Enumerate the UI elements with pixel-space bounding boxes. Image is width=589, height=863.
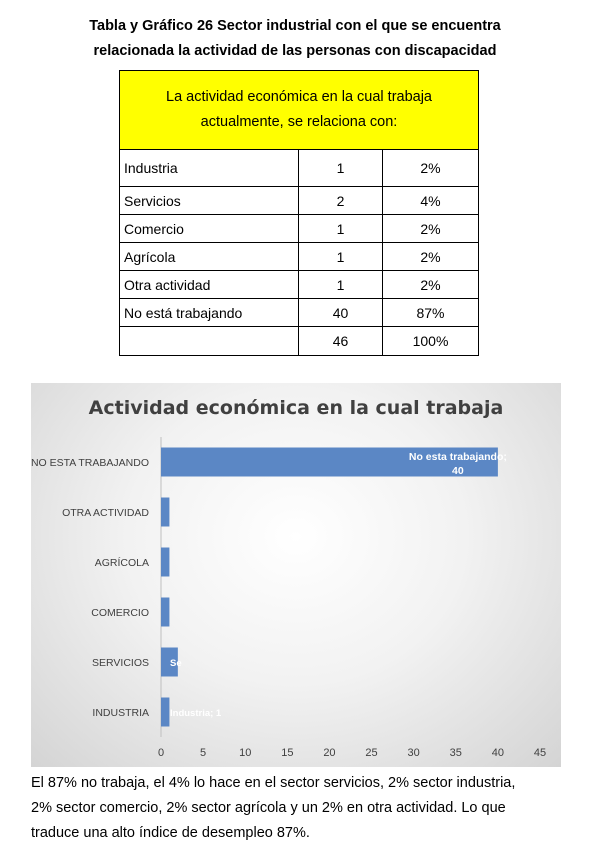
summary-paragraph (31, 771, 571, 846)
row-label: Servicios (120, 187, 299, 215)
row-label: Comercio (120, 215, 299, 243)
data-label: Industria; 1 (170, 708, 222, 719)
table-row (120, 271, 479, 299)
row-count: 1 (299, 271, 383, 299)
table-total-row (120, 327, 479, 356)
table-row (120, 187, 479, 215)
row-percent: 4% (383, 187, 479, 215)
data-label: Se (170, 658, 182, 669)
category-label: AGRÍCOLA (94, 557, 149, 569)
table-row (120, 215, 479, 243)
data-label: No esta trabajando; (408, 451, 507, 463)
category-label: COMERCIO (91, 607, 149, 619)
row-label: Industria (120, 150, 299, 187)
title-line-2: relacionada la actividad de las personas con discapacidad (93, 43, 497, 59)
x-tick-label: 10 (239, 747, 252, 759)
row-percent: 2% (383, 243, 479, 271)
x-tick-label: 5 (200, 747, 207, 759)
row-count: 40 (299, 299, 383, 327)
paragraph-line: El 87% no trabaja, el 4% lo hace en el sector servicios, 2% sector industria, (31, 775, 516, 791)
table-header (120, 71, 479, 150)
total-percent: 100% (383, 327, 479, 356)
bar (161, 598, 169, 627)
table-header-line-1: La actividad económica en la cual trabaja (166, 89, 432, 105)
x-tick-label: 15 (281, 747, 294, 759)
x-tick-label: 40 (491, 747, 505, 759)
chart-title: Actividad económica en la cual trabaja (88, 397, 504, 419)
row-count: 1 (299, 243, 383, 271)
document-title (40, 14, 550, 64)
data-label: 40 (452, 465, 464, 477)
category-label: NO ESTA TRABAJANDO (31, 457, 149, 469)
total-label (120, 327, 299, 356)
row-percent: 2% (383, 271, 479, 299)
bar (161, 498, 169, 527)
table-row (120, 150, 479, 187)
row-label: Otra actividad (120, 271, 299, 299)
row-count: 1 (299, 215, 383, 243)
row-percent: 87% (383, 299, 479, 327)
row-percent: 2% (383, 215, 479, 243)
table-row (120, 243, 479, 271)
row-percent: 2% (383, 150, 479, 187)
x-tick-label: 35 (449, 747, 462, 759)
bar (161, 698, 169, 727)
x-tick-label: 25 (365, 747, 378, 759)
bar-chart (31, 383, 561, 767)
activity-table (119, 70, 479, 356)
row-label: Agrícola (120, 243, 299, 271)
title-line-1: Tabla y Gráfico 26 Sector industrial con el que se encuentra (89, 18, 501, 34)
row-count: 1 (299, 150, 383, 187)
x-tick-label: 0 (157, 747, 165, 759)
category-label: INDUSTRIA (92, 707, 149, 719)
category-label: OTRA ACTIVIDAD (62, 507, 149, 519)
bar (161, 548, 169, 577)
x-tick-label: 30 (407, 747, 420, 759)
total-count: 46 (299, 327, 383, 356)
paragraph-line: traduce una alto índice de desempleo 87%. (31, 825, 310, 841)
row-count: 2 (299, 187, 383, 215)
table-row (120, 299, 479, 327)
category-label: SERVICIOS (92, 657, 149, 669)
bar-chart-svg (31, 383, 561, 767)
table-header-line-2: actualmente, se relaciona con: (200, 114, 398, 130)
paragraph-line: 2% sector comercio, 2% sector agrícola y un 2% en otra actividad. Lo que (31, 800, 506, 816)
x-tick-label: 45 (533, 747, 547, 759)
row-label: No está trabajando (120, 299, 299, 327)
x-tick-label: 20 (323, 747, 336, 759)
